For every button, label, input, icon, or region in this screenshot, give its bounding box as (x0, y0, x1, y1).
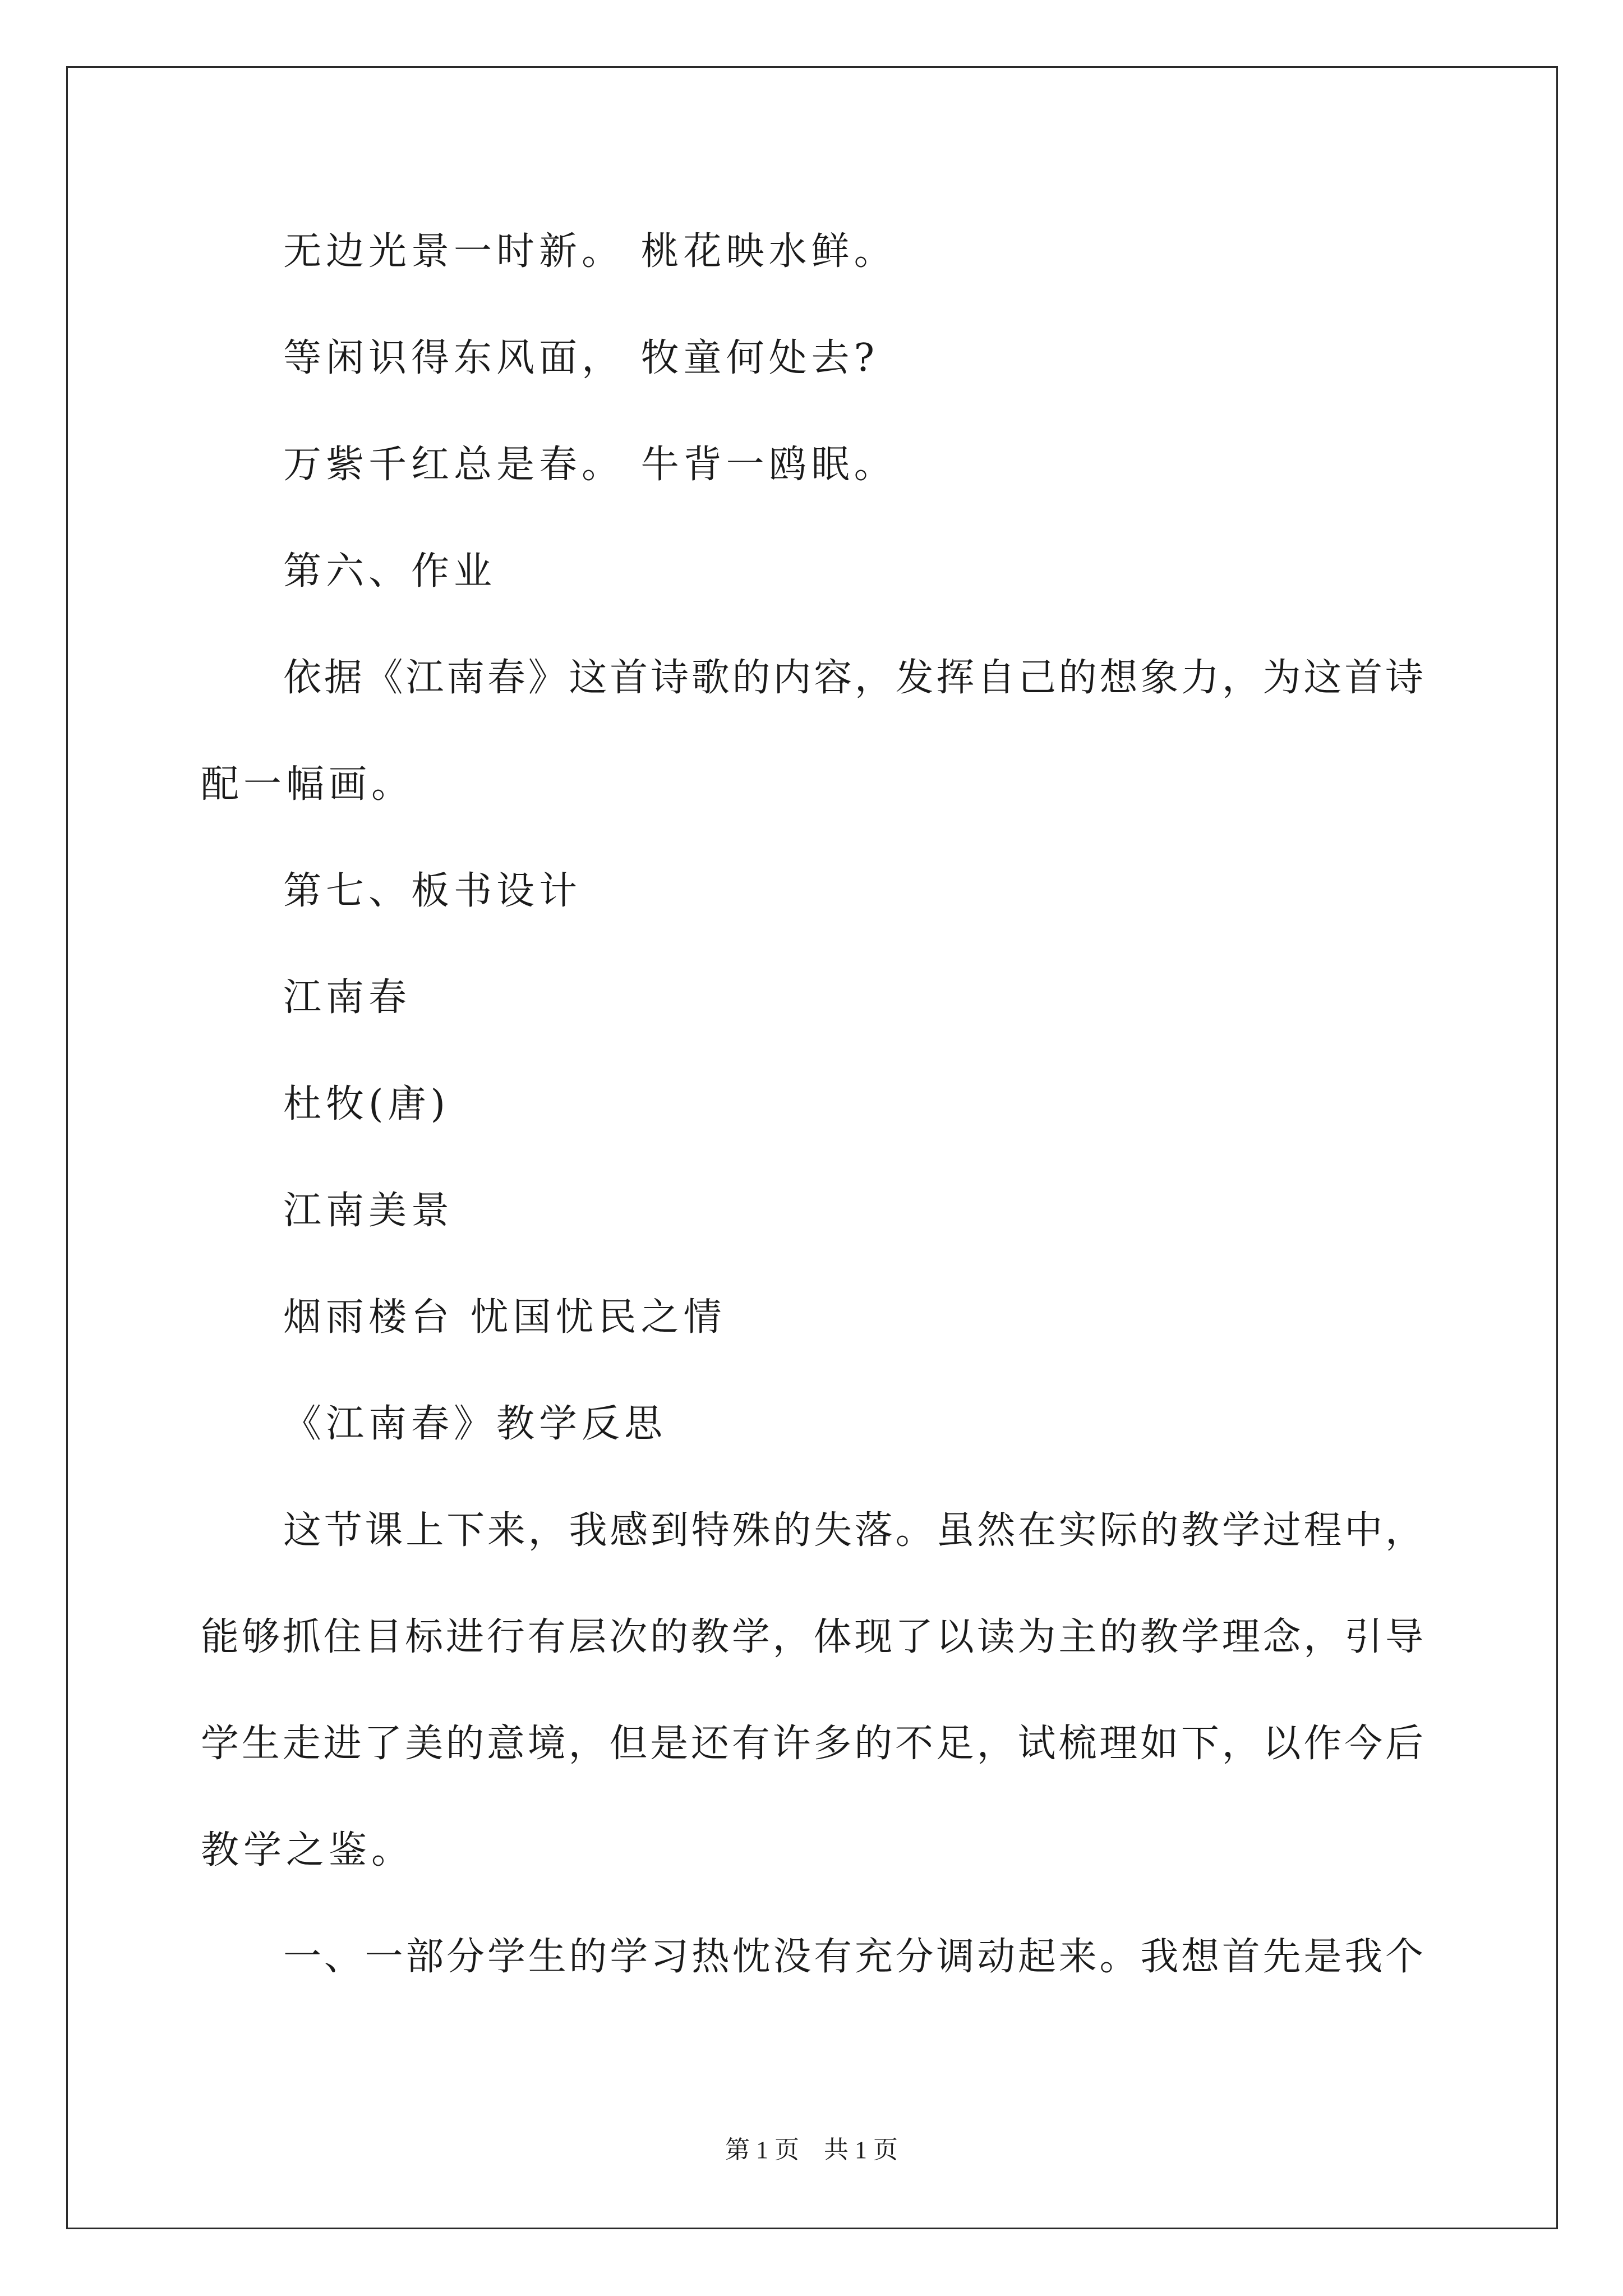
paragraph-homework-line-2: 配一幅画。 (201, 762, 414, 807)
board-scenery: 江南美景 (283, 1189, 454, 1233)
poem-line-1: 无边光景一时新。 桃花映水鲜。 (283, 229, 897, 274)
reflection-line-2: 能够抓住目标进行有层次的教学，体现了以读为主的教学理念，引导 (201, 1615, 1423, 1659)
poem-line-3: 万紫千红总是春。 牛背一鸥眠。 (283, 443, 897, 487)
board-title: 江南春 (283, 976, 412, 1020)
poem-line-2: 等闲识得东风面， 牧童何处去? (283, 336, 879, 380)
page-number-footer: 第 1 页 共 1 页 (725, 2136, 898, 2164)
board-theme: 烟雨楼台 忧国忧民之情 (283, 1295, 726, 1340)
page-border (66, 66, 1558, 2229)
reflection-line-3: 学生走进了美的意境，但是还有许多的不足，试梳理如下，以作今后 (201, 1722, 1423, 1766)
reflection-point-1: 一、一部分学生的学习热忱没有充分调动起来。我想首先是我个 (283, 1935, 1423, 1979)
paragraph-homework-line-1: 依据《江南春》这首诗歌的内容，发挥自己的想象力，为这首诗 (283, 656, 1423, 700)
section-heading-homework: 第六、作业 (283, 549, 497, 593)
reflection-line-4: 教学之鉴。 (201, 1828, 414, 1872)
reflection-line-1: 这节课上下来，我感到特殊的失落。虽然在实际的教学过程中， (283, 1508, 1423, 1553)
board-author: 杜牧(唐) (283, 1082, 450, 1126)
reflection-title: 《江南春》教学反思 (283, 1402, 667, 1446)
section-heading-board-design: 第七、板书设计 (283, 869, 582, 913)
